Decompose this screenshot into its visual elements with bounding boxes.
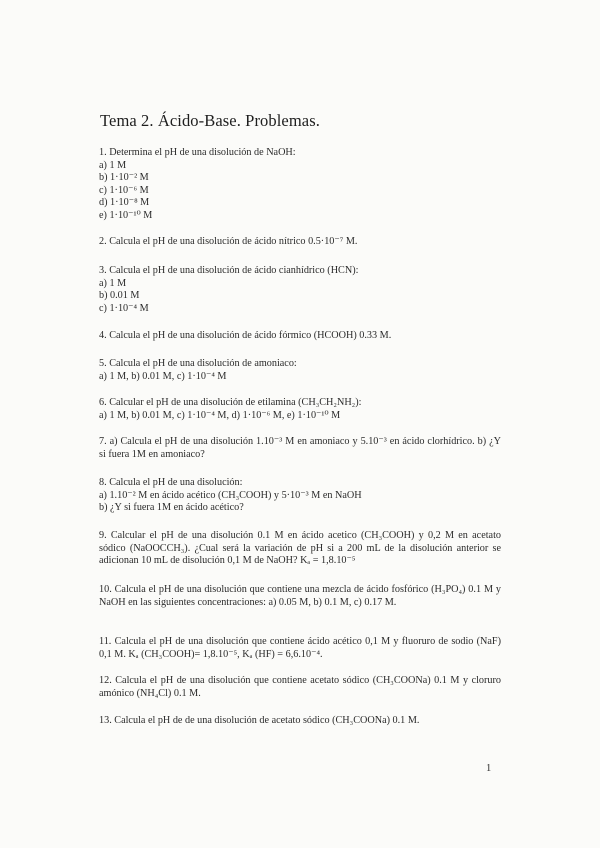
problem-2 [99,236,501,249]
problem-5-statement: 5. Calcula el pH de una disolución de amoniaco: [99,358,297,369]
problem-8-part-a: a) 1.10⁻² M en ácido acético (CH₃COOH) y 5·10⁻³ M en NaOH [99,489,362,501]
problem-5 [99,358,501,383]
problem-1-statement: 1. Determina el pH de una disolución de NaOH: [99,147,296,158]
problem-8 [99,477,501,515]
problem-8-statement: 8. Calcula el pH de una disolución: [99,477,243,488]
problem-13-statement: 13. Calcula el pH de de una disolución de acetato sódico (CH₃COONa) 0.1 M. [99,715,420,726]
problem-3-option-b: b) 0.01 M [99,290,140,302]
problem-5-options: a) 1 M, b) 0.01 M, c) 1·10⁻⁴ M [99,370,227,382]
problem-4-statement: 4. Calcula el pH de una disolución de ácido fórmico (HCOOH) 0.33 M. [99,330,392,341]
problem-13 [99,715,501,728]
problem-3 [99,265,501,315]
problem-10: 10. Calcula el pH de una disolución que contiene una mezcla de ácido fosfórico (H₃PO₄) 0.1 M y NaOH en las siguientes concentraciones: a) 0.05 M, b) 0.1 M, c) 0.17 M. [99,584,501,608]
problem-9: 9. Calcular el pH de una disolución 0.1 M en ácido acetico (CH₃COOH) y 0,2 M en acetato sódico (NaOOCCH₃). ¿Cual será la variación de pH si a 200 mL de la disolución anterior se adicionan 10 mL de disolución 0,1 M de NaOH? Kₐ = 1,8.10⁻⁵ [99,530,501,567]
problem-6-statement: 6. Calcular el pH de una disolución de etilamina (CH₃CH₂NH₂): [99,397,362,408]
problem-6 [99,397,501,422]
problem-1 [99,147,501,223]
problem-1-option-a: a) 1 M [99,159,127,171]
problem-3-statement: 3. Calcula el pH de una disolución de ácido cianhídrico (HCN): [99,265,359,276]
problem-1-option-c: c) 1·10⁻⁶ M [99,184,149,196]
problem-4 [99,330,501,343]
problem-1-option-b: b) 1·10⁻² M [99,172,149,184]
problem-3-option-a: a) 1 M [99,277,127,289]
problem-8-part-b: b) ¿Y si fuera 1M en ácido acético? [99,502,244,514]
problem-6-options: a) 1 M, b) 0.01 M, c) 1·10⁻⁴ M, d) 1·10⁻⁶ M, e) 1·10⁻¹⁰ M [99,409,341,421]
problem-12: 12. Calcula el pH de una disolución que contiene acetato sódico (CH₃COONa) 0.1 M y cloruro amónico (NH₄Cl) 0.1 M. [99,675,501,699]
problem-2-statement: 2. Calcula el pH de una disolución de ácido nítrico 0.5·10⁻⁷ M. [99,236,358,247]
problem-3-option-c: c) 1·10⁻⁴ M [99,302,149,314]
problem-11: 11. Calcula el pH de una disolución que contiene ácido acético 0,1 M y fluoruro de sodio (NaF) 0,1 M. Kₐ (CH₃COOH)= 1,8.10⁻⁵, Kₐ (HF) = 6,6.10⁻⁴. [99,636,501,660]
problem-7: 7. a) Calcula el pH de una disolución 1.10⁻³ M en amoniaco y 5.10⁻³ en ácido clorhídrico. b) ¿Y si fuera 1M en amoniaco? [99,436,501,460]
page-number: 1 [486,763,492,774]
problem-1-option-d: d) 1·10⁻⁸ M [99,197,150,209]
problem-1-option-e: e) 1·10⁻¹⁰ M [99,209,153,221]
page-title: Tema 2. Ácido-Base. Problemas. [100,111,320,130]
